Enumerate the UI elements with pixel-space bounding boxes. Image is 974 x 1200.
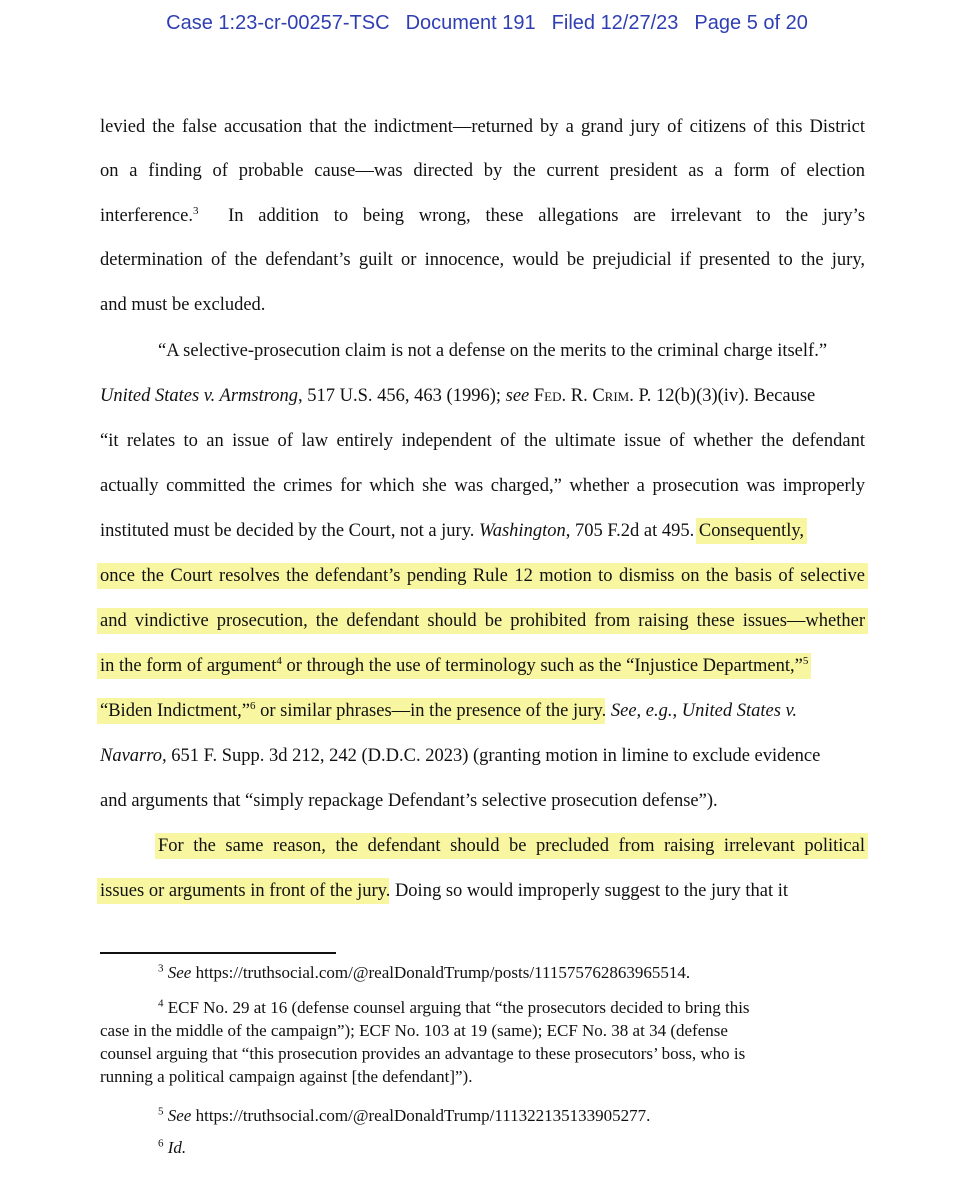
highlight: issues or arguments in front of the jury <box>100 881 386 901</box>
body-line <box>100 563 865 589</box>
footnote-ref: 4 <box>276 654 282 667</box>
footnote-4-line: case in the middle of the campaign”); ECF No. 103 at 19 (same); ECF No. 38 at 34 (defense <box>100 1021 728 1040</box>
highlight: For the same reason, the defendant should be precluded from raising irrelevant political <box>158 836 865 856</box>
case-number: Case 1:23-cr-00257-TSC <box>166 12 390 34</box>
body-line: Navarro, 651 F. Supp. 3d 212, 242 (D.D.C. 2023) (granting motion in limine to exclude evidence <box>100 746 821 766</box>
body-line: issues or arguments in front of the jury. Doing so would improperly suggest to the jury that it <box>100 881 789 901</box>
footnote-4-line: running a political campaign against [the defendant]”). <box>100 1067 473 1086</box>
highlight: Consequently, <box>698 521 805 541</box>
footnote-ref: 5 <box>802 654 809 667</box>
case-citation: Navarro, <box>100 746 167 766</box>
case-citation: Washington <box>479 521 566 541</box>
footnote-6: $^6$ Id. <box>158 1137 187 1157</box>
body-line: and arguments that “simply repackage Defendant’s selective prosecution defense”). <box>100 791 718 811</box>
body-line <box>100 653 865 679</box>
case-citation: United States v. Armstrong <box>100 386 299 406</box>
body-line: “it relates to an issue of law entirely independent of the ultimate issue of whether the defendant <box>100 431 865 451</box>
body-line: on a finding of probable cause—was directed by the current president as a form of election <box>100 161 865 181</box>
body-line: “Biden Indictment,”$^6$ or similar phrases—in the presence of the jury. See, e.g., United States v. <box>100 699 798 721</box>
footnote-divider <box>100 952 336 954</box>
body-line: determination of the defendant’s guilt or innocence, would be prejudicial if presented to the jury, <box>100 250 865 270</box>
filed-date: Filed 12/27/23 <box>551 12 679 34</box>
highlight: once the Court resolves the defendant’s pending Rule 12 motion to dismiss on the basis of selective <box>100 566 865 586</box>
body-line: interference.$^3$ In addition to being wrong, these allegations are irrelevant to the jury’s <box>100 204 866 226</box>
body-line <box>100 608 865 634</box>
body-line: United States v. Armstrong, 517 U.S. 456, 463 (1996); see Fed. R. Crim. P. 12(b)(3)(iv). Because <box>100 386 816 406</box>
footnote-4-line: counsel arguing that “this prosecution provides an advantage to these prosecutors’ boss, who is <box>100 1044 746 1063</box>
body-line: and must be excluded. <box>100 295 266 315</box>
page-indicator: Page 5 of 20 <box>694 12 808 34</box>
highlight: and vindictive prosecution, the defendant should be prohibited from raising these issues—whether <box>100 611 865 631</box>
body-line: actually committed the crimes for which she was charged,” whether a prosecution was improperly <box>100 476 865 496</box>
body-line <box>158 833 865 859</box>
highlight: “Biden Indictment,”$^6$ or similar phrases—in the presence of the jury <box>100 699 602 721</box>
highlight: in the form of argument$^4$ or through the use of terminology such as the “Injustice Department,”$^5$ <box>100 654 809 676</box>
footnote-ref: 6 <box>250 699 256 712</box>
case-citation: United States v. <box>681 701 798 721</box>
footnote-3: $^3$ See https://truthsocial.com/@realDonaldTrump/posts/111575762863965514. <box>158 962 691 982</box>
footnote-ref: 3 <box>192 204 199 217</box>
body-line: levied the false accusation that the indictment—returned by a grand jury of citizens of this District <box>100 117 865 137</box>
case-header <box>0 12 974 35</box>
body-line: instituted must be decided by the Court, not a jury. Washington, 705 F.2d at 495. Consequently, <box>100 521 805 541</box>
footnote-4: $^4$ ECF No. 29 at 16 (defense counsel arguing that “the prosecutors decided to bring this <box>158 997 750 1017</box>
body-line: “A selective-prosecution claim is not a defense on the merits to the criminal charge itself.” <box>158 341 828 361</box>
footnote-5: $^5$ See https://truthsocial.com/@realDonaldTrump/111322135133905277. <box>158 1105 651 1125</box>
document-number: Document 191 <box>405 12 536 34</box>
